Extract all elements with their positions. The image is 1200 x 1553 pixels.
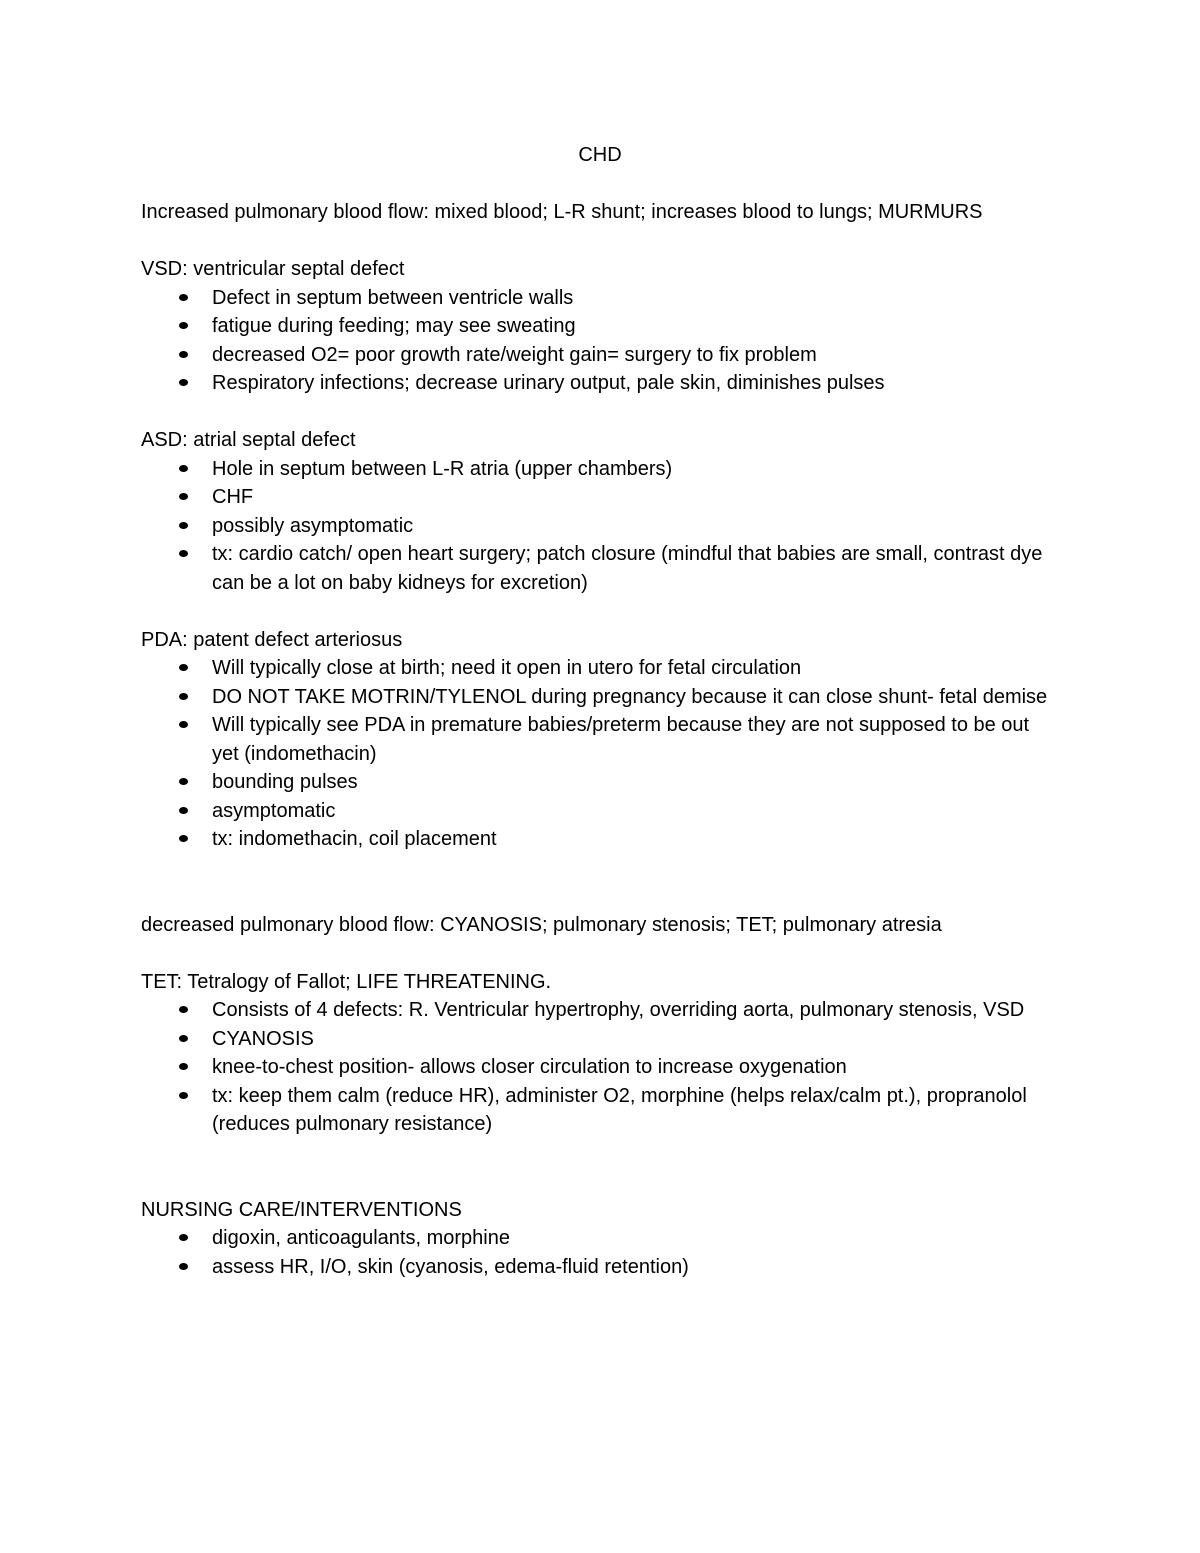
list-item: Will typically close at birth; need it open in utero for fetal circulation <box>212 654 1061 683</box>
bullet-icon <box>179 1263 188 1270</box>
list-item: digoxin, anticoagulants, morphine <box>212 1224 1061 1253</box>
bullet-icon <box>179 1035 188 1042</box>
list-item: asymptomatic <box>212 797 1061 826</box>
list-item: tx: indomethacin, coil placement <box>212 825 1061 854</box>
nursing-list <box>141 1224 1061 1281</box>
bullet-icon <box>179 493 188 500</box>
tet-heading: TET: Tetralogy of Fallot; LIFE THREATENING. <box>141 970 552 993</box>
list-item: decreased O2= poor growth rate/weight gain= surgery to fix problem <box>212 341 1061 370</box>
nursing-heading: NURSING CARE/INTERVENTIONS <box>141 1198 462 1221</box>
bullet-icon <box>179 693 188 700</box>
bullet-icon <box>179 522 188 529</box>
intro-decreased-flow: decreased pulmonary blood flow: CYANOSIS; pulmonary stenosis; TET; pulmonary atresia <box>141 913 942 936</box>
bullet-icon <box>179 1006 188 1013</box>
list-item: fatigue during feeding; may see sweating <box>212 312 1061 341</box>
bullet-icon <box>179 465 188 472</box>
list-item: possibly asymptomatic <box>212 512 1061 541</box>
bullet-icon <box>179 721 188 728</box>
list-item: assess HR, I/O, skin (cyanosis, edema-fluid retention) <box>212 1253 1061 1282</box>
bullet-icon <box>179 1063 188 1070</box>
bullet-icon <box>179 1092 188 1099</box>
intro-increased-flow: Increased pulmonary blood flow: mixed blood; L-R shunt; increases blood to lungs; MURMURS <box>141 201 983 223</box>
asd-heading: ASD: atrial septal defect <box>141 429 356 451</box>
list-item: tx: keep them calm (reduce HR), administer O2, morphine (helps relax/calm pt.), propranolol (reduces pulmonary resistance) <box>212 1082 1061 1139</box>
list-item: DO NOT TAKE MOTRIN/TYLENOL during pregnancy because it can close shunt- fetal demise <box>212 683 1061 712</box>
bullet-icon <box>179 550 188 557</box>
list-item: Defect in septum between ventricle walls <box>212 284 1061 313</box>
list-item: bounding pulses <box>212 768 1061 797</box>
bullet-icon <box>179 835 188 842</box>
list-item: CHF <box>212 483 1061 512</box>
bullet-icon <box>179 379 188 386</box>
list-item: knee-to-chest position- allows closer circulation to increase oxygenation <box>212 1053 1061 1082</box>
bullet-icon <box>179 322 188 329</box>
bullet-icon <box>179 778 188 785</box>
list-item: Hole in septum between L-R atria (upper chambers) <box>212 455 1061 484</box>
vsd-heading: VSD: ventricular septal defect <box>141 258 405 280</box>
bullet-icon <box>179 294 188 301</box>
bullet-icon <box>179 351 188 358</box>
bullet-icon <box>179 807 188 814</box>
asd-list <box>141 455 1061 598</box>
pda-heading: PDA: patent defect arteriosus <box>141 628 403 651</box>
pda-list <box>141 654 1061 854</box>
list-item: CYANOSIS <box>212 1025 1061 1054</box>
vsd-list <box>141 284 1061 398</box>
list-item: tx: cardio catch/ open heart surgery; patch closure (mindful that babies are small, contrast dye can be a lot on baby kidneys for excretion) <box>212 540 1061 597</box>
list-item: Will typically see PDA in premature babies/preterm because they are not supposed to be out yet (indomethacin) <box>212 711 1061 768</box>
bullet-icon <box>179 1234 188 1241</box>
document-body <box>141 198 1061 1281</box>
page-title: CHD <box>578 144 622 166</box>
bullet-icon <box>179 664 188 671</box>
tet-list <box>141 996 1061 1139</box>
list-item: Respiratory infections; decrease urinary output, pale skin, diminishes pulses <box>212 369 1061 398</box>
list-item: Consists of 4 defects: R. Ventricular hypertrophy, overriding aorta, pulmonary stenosis, VSD <box>212 996 1061 1025</box>
